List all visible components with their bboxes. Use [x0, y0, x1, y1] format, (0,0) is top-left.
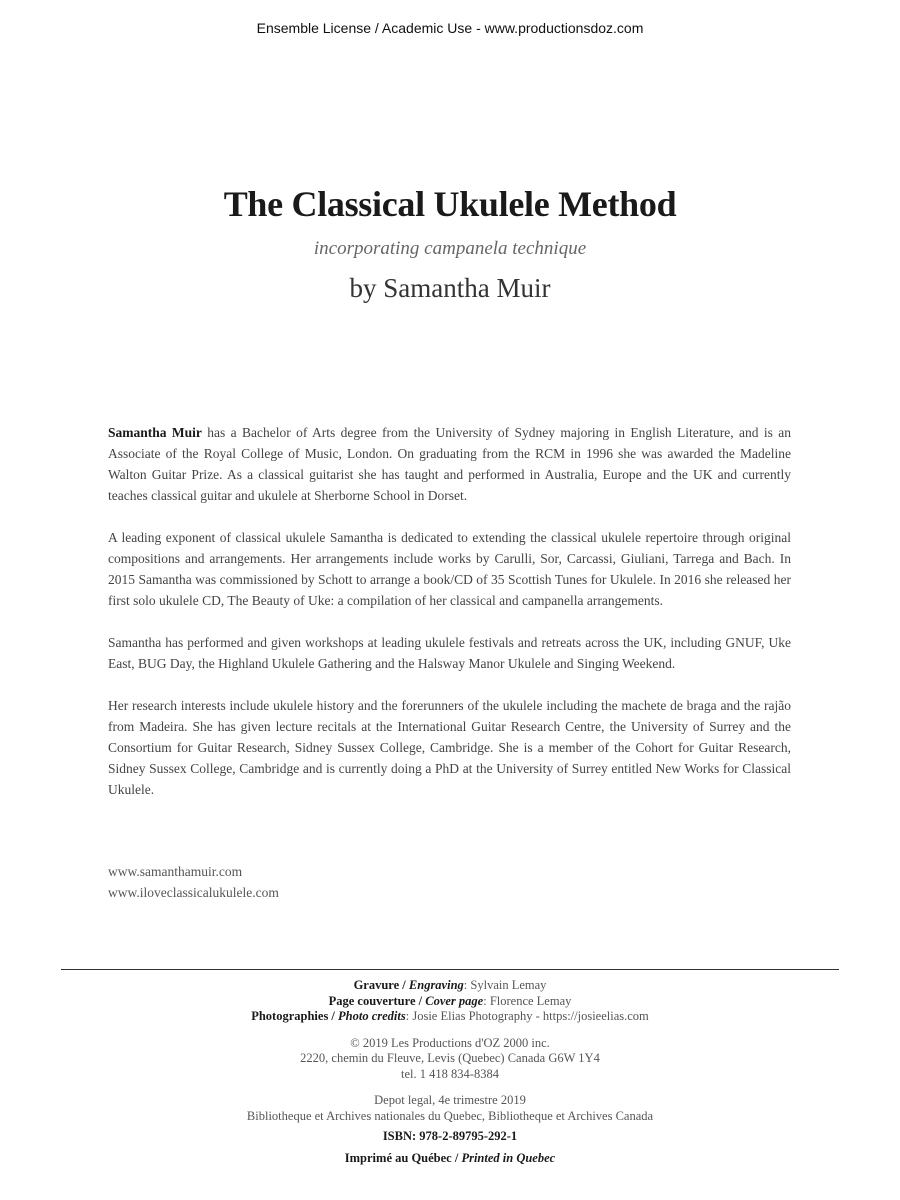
publisher-phone: tel. 1 418 834-8384: [401, 1066, 499, 1081]
copyright-line: © 2019 Les Productions d'OZ 2000 inc.: [350, 1035, 550, 1050]
photo-value: : Josie Elias Photography - https://josieelias.com: [405, 1009, 649, 1023]
book-subtitle: incorporating campanela technique: [313, 238, 587, 259]
credit-cover: [0, 994, 900, 1010]
library-archives: Bibliotheque et Archives nationales du Quebec, Bibliotheque et Archives Canada: [246, 1108, 654, 1123]
website-link-iloveclassicalukulele[interactable]: www.iloveclassicalukulele.com: [108, 885, 279, 900]
credit-photo: [0, 1009, 900, 1025]
isbn: ISBN: 978-2-89795-292-1: [382, 1129, 518, 1143]
bio-paragraph-4: Her research interests include ukulele history and the forerunners of the ukulele including the machete de braga and the rajão from Madeira. She has given lecture recitals at the International Guitar Research Centre, the University of Surrey and the Consortium for Guitar Research, Sidney Sussex College, Cambridge. She is a member of the Cohort for Guitar Research, Sidney Sussex College, Cambridge and is currently doing a PhD at the University of Surrey entitled New Works for Classical Ukulele.: [108, 698, 791, 797]
license-banner: Ensemble License / Academic Use - www.productionsdoz.com: [256, 20, 644, 36]
book-author: by Samantha Muir: [349, 273, 551, 303]
website-links: [108, 861, 279, 903]
engraving-value: : Sylvain Lemay: [463, 978, 547, 992]
cover-value: : Florence Lemay: [483, 993, 572, 1008]
book-title: The Classical Ukulele Method: [223, 184, 677, 224]
bio-paragraph-1: [108, 422, 791, 506]
website-link-samanthamuir[interactable]: www.samanthamuir.com: [108, 864, 243, 879]
engraving-label: Gravure / Engraving: [353, 978, 464, 992]
printed-in: Imprimé au Québec / Printed in Quebec: [344, 1150, 556, 1165]
publisher-address: 2220, chemin du Fleuve, Levis (Quebec) Canada G6W 1Y4: [300, 1051, 600, 1065]
credits-divider: [61, 969, 839, 970]
bio-paragraph-3: Samantha has performed and given workshops at leading ukulele festivals and retreats across the UK, including GNUF, Uke East, BUG Day, the Highland Ukulele Gathering and the Halsway Manor Ukulele and Singing Weekend.: [108, 635, 791, 671]
photo-label: Photographies / Photo credits: [251, 1009, 406, 1023]
bio-paragraph-1-text: has a Bachelor of Arts degree from the University of Sydney majoring in English Literature, and is an Associate of the Royal College of Music, London. On graduating from the RCM in 1996 she was awarded the Madeline Walton Guitar Prize. As a classical guitarist she has taught and performed in Australia, Europe and the UK and currently teaches classical guitar and ukulele at Sherborne School in Dorset.: [108, 425, 791, 503]
bio-paragraph-2: A leading exponent of classical ukulele Samantha is dedicated to extending the classical ukulele repertoire through original compositions and arrangements. Her arrangements include works by Carulli, Sor, Carcassi, Giuliani, Tarrega and Bach. In 2015 Samantha was commissioned by Schott to arrange a book/CD of 35 Scottish Tunes for Ukulele. In 2016 she released her first solo ukulele CD, The Beauty of Uke: a compilation of her classical and campanella arrangements.: [108, 530, 791, 608]
author-biography: [108, 422, 791, 821]
credit-engraving: [0, 978, 900, 994]
legal-deposit: Depot legal, 4e trimestre 2019: [374, 1093, 526, 1107]
bio-author-name: Samantha Muir: [108, 425, 202, 440]
credits-block: [0, 978, 900, 1166]
cover-label: Page couverture / Cover page: [328, 993, 484, 1008]
